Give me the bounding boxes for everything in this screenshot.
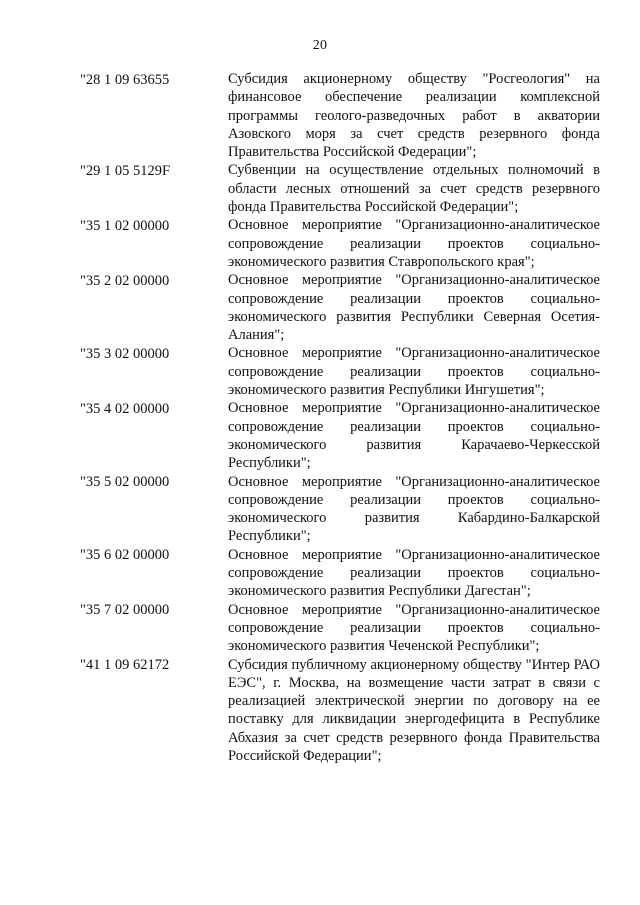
entry-code: "35 6 02 00000 [80,547,170,564]
entry-description: Основное мероприятие "Организационно-аналитическое сопровождение реализации проектов социально-экономического развития Карачаево-Черкесской Республики"; [228,400,600,472]
entry-description: Основное мероприятие "Организационно-аналитическое сопровождение реализации проектов социально-экономического развития Республики Северная Осетия-Алания"; [228,272,600,344]
budget-classification-list [80,70,600,765]
entry-description: Субвенции на осуществление отдельных полномочий в области лесных отношений за счет средств резервного фонда Правительства Российской Федерации"; [228,162,600,216]
entry-description: Основное мероприятие "Организационно-аналитическое сопровождение реализации проектов социально-экономического развития Республики Дагестан"; [228,546,600,600]
list-item [80,399,600,472]
entry-code: "35 5 02 00000 [80,474,170,491]
list-item [80,546,600,601]
entry-description: Основное мероприятие "Организационно-аналитическое сопровождение реализации проектов социально-экономического развития Кабардино-Балкарской Республики"; [228,473,600,545]
entry-description: Субсидия публичному акционерному обществу "Интер РАО ЕЭС", г. Москва, на возмещение части затрат в связи с реализацией электрической энергии по договору на ее поставку для ликвидации энергодефицита в Республике Абхазия за счет средств резервного фонда Правительства Российской Федерации"; [228,656,600,764]
entry-code: "35 3 02 00000 [80,345,170,362]
entry-code: "41 1 09 62172 [80,657,170,673]
list-item [80,344,600,399]
entry-code: "35 7 02 00000 [80,602,170,619]
entry-description: Основное мероприятие "Организационно-аналитическое сопровождение реализации проектов социально-экономического развития Ставропольского края"; [228,217,600,270]
list-item [80,70,600,161]
entry-code: "35 1 02 00000 [80,217,170,234]
entry-code: "28 1 09 63655 [80,71,170,88]
entry-description: Субсидия акционерному обществу "Росгеология" на финансовое обеспечение реализации комплексной программы геолого-разведочных работ в акватории Азовского моря за счет средств резервного фонда Правительства Российской Федерации"; [228,71,600,161]
entry-code: "35 2 02 00000 [80,272,170,289]
page-number: 20 [312,38,328,53]
list-item [80,473,600,546]
list-item [80,216,600,271]
list-item [80,161,600,216]
entry-description: Основное мероприятие "Организационно-аналитическое сопровождение реализации проектов социально-экономического развития Республики Ингушетия"; [228,345,600,399]
entry-description: Основное мероприятие "Организационно-аналитическое сопровождение реализации проектов социально-экономического развития Чеченской Республики"; [228,601,600,655]
list-item [80,271,600,344]
entry-code: "35 4 02 00000 [80,400,170,417]
list-item [80,656,600,766]
entry-code: "29 1 05 5129F [80,162,171,179]
list-item [80,601,600,656]
